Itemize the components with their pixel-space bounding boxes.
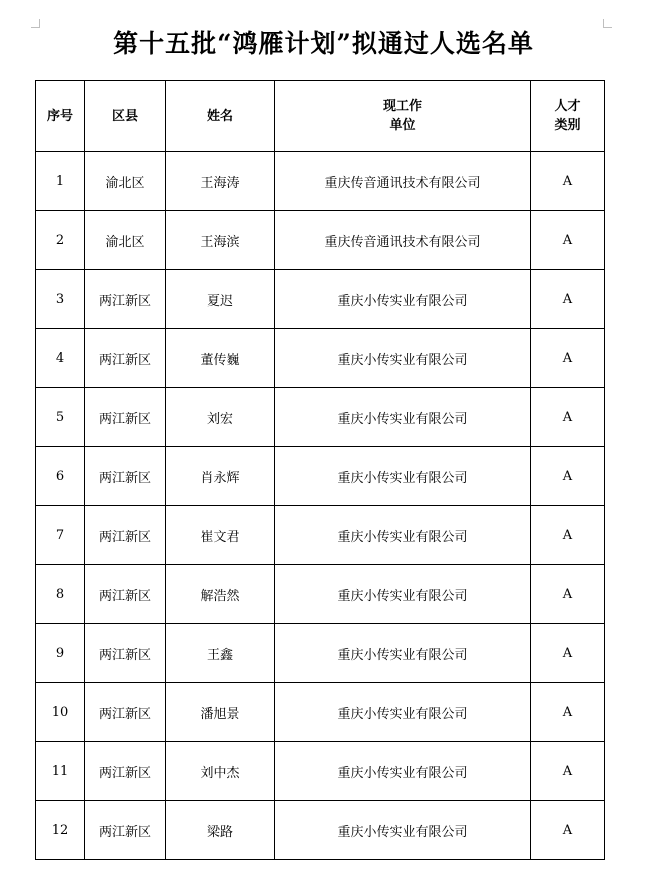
table-row: [36, 742, 605, 801]
header-talent-type: [531, 81, 605, 152]
cell-talent-type: A: [531, 388, 605, 447]
table-row: [36, 506, 605, 565]
cell-talent-type: A: [531, 565, 605, 624]
document-title: 第十五批“鸿雁计划”拟通过人选名单: [113, 29, 534, 58]
cell-talent-type: A: [531, 624, 605, 683]
header-work-unit: [275, 81, 531, 152]
cell-name: 梁路: [166, 801, 275, 860]
cell-serial-number: 6: [36, 447, 85, 506]
cell-talent-type: A: [531, 742, 605, 801]
cell-work-unit: 重庆小传实业有限公司: [275, 624, 531, 683]
cell-talent-type: A: [531, 447, 605, 506]
cell-name: 肖永辉: [166, 447, 275, 506]
cell-talent-type: A: [531, 270, 605, 329]
cell-serial-number: 4: [36, 329, 85, 388]
cell-name: 潘旭景: [166, 683, 275, 742]
cell-serial-number: 5: [36, 388, 85, 447]
cell-district: 两江新区: [85, 683, 166, 742]
header-talent-type-line2: 类别: [554, 118, 581, 133]
candidate-table: [35, 80, 605, 860]
cell-work-unit: 重庆小传实业有限公司: [275, 447, 531, 506]
cell-work-unit: 重庆小传实业有限公司: [275, 506, 531, 565]
cell-serial-number: 3: [36, 270, 85, 329]
cell-serial-number: 1: [36, 152, 85, 211]
table-row: [36, 388, 605, 447]
table-row: [36, 683, 605, 742]
cell-work-unit: 重庆小传实业有限公司: [275, 683, 531, 742]
cell-district: 两江新区: [85, 270, 166, 329]
cell-work-unit: 重庆传音通讯技术有限公司: [275, 152, 531, 211]
table-row: [36, 270, 605, 329]
cell-serial-number: 2: [36, 211, 85, 270]
table-row: [36, 152, 605, 211]
cell-serial-number: 10: [36, 683, 85, 742]
table-row: [36, 447, 605, 506]
header-talent-type-line1: 人才: [554, 99, 581, 114]
header-name: 姓名: [166, 81, 275, 152]
header-work-unit-line1: 现工作: [382, 99, 422, 114]
cell-name: 王鑫: [166, 624, 275, 683]
cell-work-unit: 重庆小传实业有限公司: [275, 565, 531, 624]
cell-name: 解浩然: [166, 565, 275, 624]
cell-name: 王海涛: [166, 152, 275, 211]
cell-district: 两江新区: [85, 506, 166, 565]
table-row: [36, 624, 605, 683]
cell-district: 两江新区: [85, 742, 166, 801]
cell-talent-type: A: [531, 211, 605, 270]
cell-serial-number: 8: [36, 565, 85, 624]
header-work-unit-line2: 单位: [389, 118, 416, 133]
cell-serial-number: 7: [36, 506, 85, 565]
cell-talent-type: A: [531, 152, 605, 211]
cell-district: 两江新区: [85, 447, 166, 506]
cell-work-unit: 重庆小传实业有限公司: [275, 270, 531, 329]
cell-name: 崔文君: [166, 506, 275, 565]
header-district: 区县: [85, 81, 166, 152]
cell-name: 刘中杰: [166, 742, 275, 801]
cell-work-unit: 重庆小传实业有限公司: [275, 742, 531, 801]
cell-name: 夏迟: [166, 270, 275, 329]
header-serial-number: 序号: [36, 81, 85, 152]
cell-district: 两江新区: [85, 565, 166, 624]
cell-name: 刘宏: [166, 388, 275, 447]
cell-talent-type: A: [531, 506, 605, 565]
cell-serial-number: 12: [36, 801, 85, 860]
table-row: [36, 801, 605, 860]
cell-serial-number: 9: [36, 624, 85, 683]
cell-work-unit: 重庆小传实业有限公司: [275, 801, 531, 860]
table-header-row: [36, 81, 605, 152]
cell-district: 两江新区: [85, 801, 166, 860]
cell-work-unit: 重庆传音通讯技术有限公司: [275, 211, 531, 270]
table-row: [36, 565, 605, 624]
cell-name: 王海滨: [166, 211, 275, 270]
table-row: [36, 329, 605, 388]
cell-talent-type: A: [531, 683, 605, 742]
cell-name: 董传巍: [166, 329, 275, 388]
cell-talent-type: A: [531, 801, 605, 860]
cell-serial-number: 11: [36, 742, 85, 801]
table-row: [36, 211, 605, 270]
cell-district: 两江新区: [85, 329, 166, 388]
cell-talent-type: A: [531, 329, 605, 388]
cell-work-unit: 重庆小传实业有限公司: [275, 329, 531, 388]
cell-district: 两江新区: [85, 624, 166, 683]
cell-work-unit: 重庆小传实业有限公司: [275, 388, 531, 447]
cell-district: 渝北区: [85, 211, 166, 270]
cell-district: 两江新区: [85, 388, 166, 447]
cell-district: 渝北区: [85, 152, 166, 211]
